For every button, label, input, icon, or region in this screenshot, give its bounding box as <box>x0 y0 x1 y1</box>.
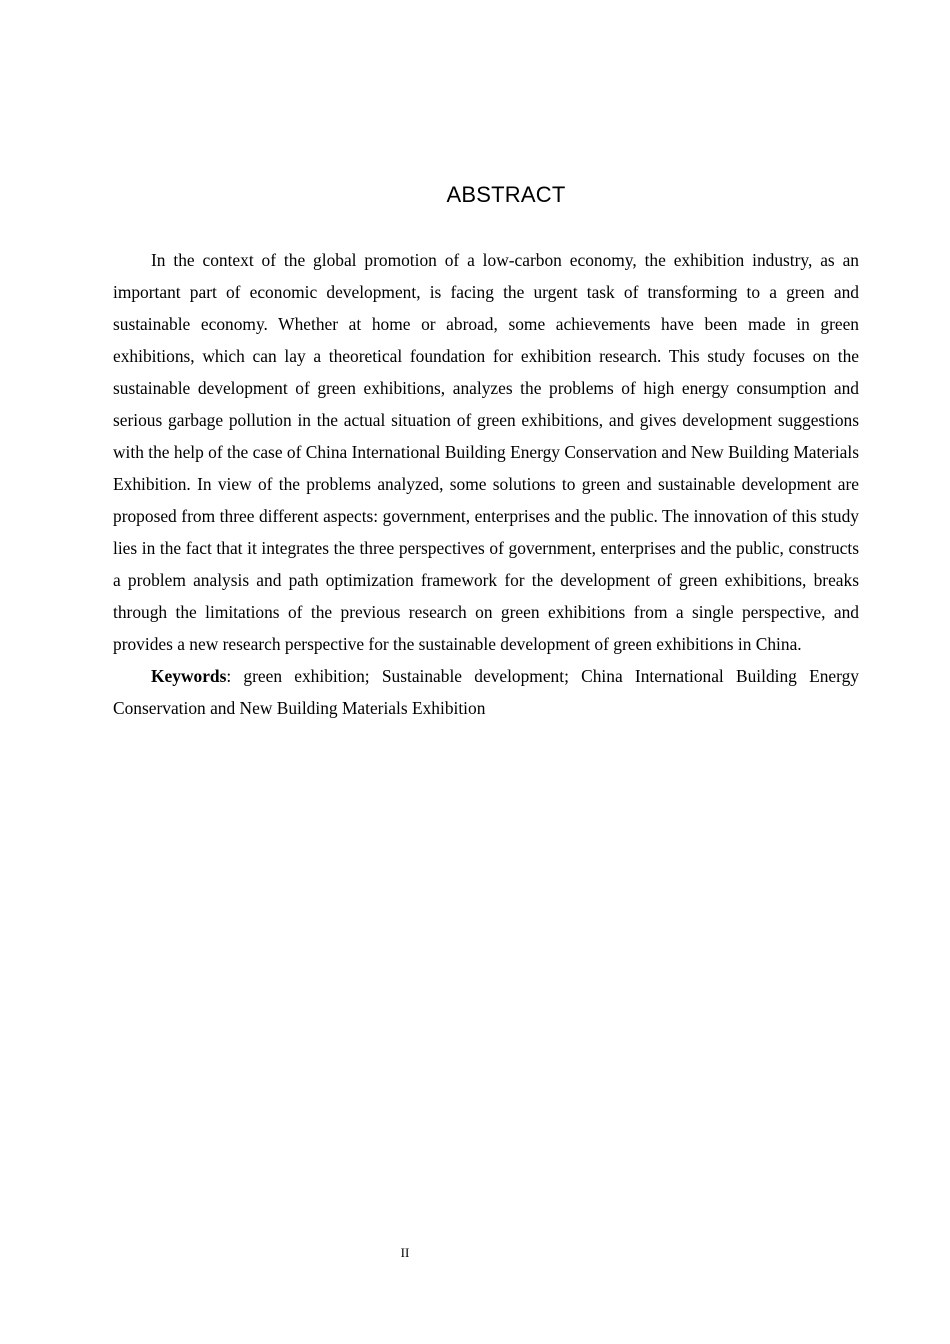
keywords-label: Keywords <box>151 666 227 686</box>
abstract-paragraph: In the context of the global promotion of a low-carbon economy, the exhibition industry, as an important part of economic development, is facing the urgent task of transforming to a green and sustainable economy. Whether at home or abroad, some achievements have been made in green exhibitions, which can lay a theoretical foundation for exhibition research. This study focuses on the sustainable development of green exhibitions, analyzes the problems of high energy consumption and serious garbage pollution in the actual situation of green exhibitions, and gives development suggestions with the help of the case of China International Building Energy Conservation and New Building Materials Exhibition. In view of the problems analyzed, some solutions to green and sustainable development are proposed from three different aspects: government, enterprises and the public. The innovation of this study lies in the fact that it integrates the three perspectives of government, enterprises and the public, constructs a problem analysis and path optimization framework for the development of green exhibitions, breaks through the limitations of the previous research on green exhibitions from a single perspective, and provides a new research perspective for the sustainable development of green exhibitions in China. <box>113 250 859 654</box>
keywords-text: : green exhibition; Sustainable development; China International Building Energy Conservation and New Building Materials Exhibition <box>113 666 859 718</box>
keywords-paragraph <box>113 660 859 724</box>
abstract-title: ABSTRACT <box>446 182 566 207</box>
abstract-body <box>113 244 859 724</box>
page-number: II <box>400 1245 410 1260</box>
